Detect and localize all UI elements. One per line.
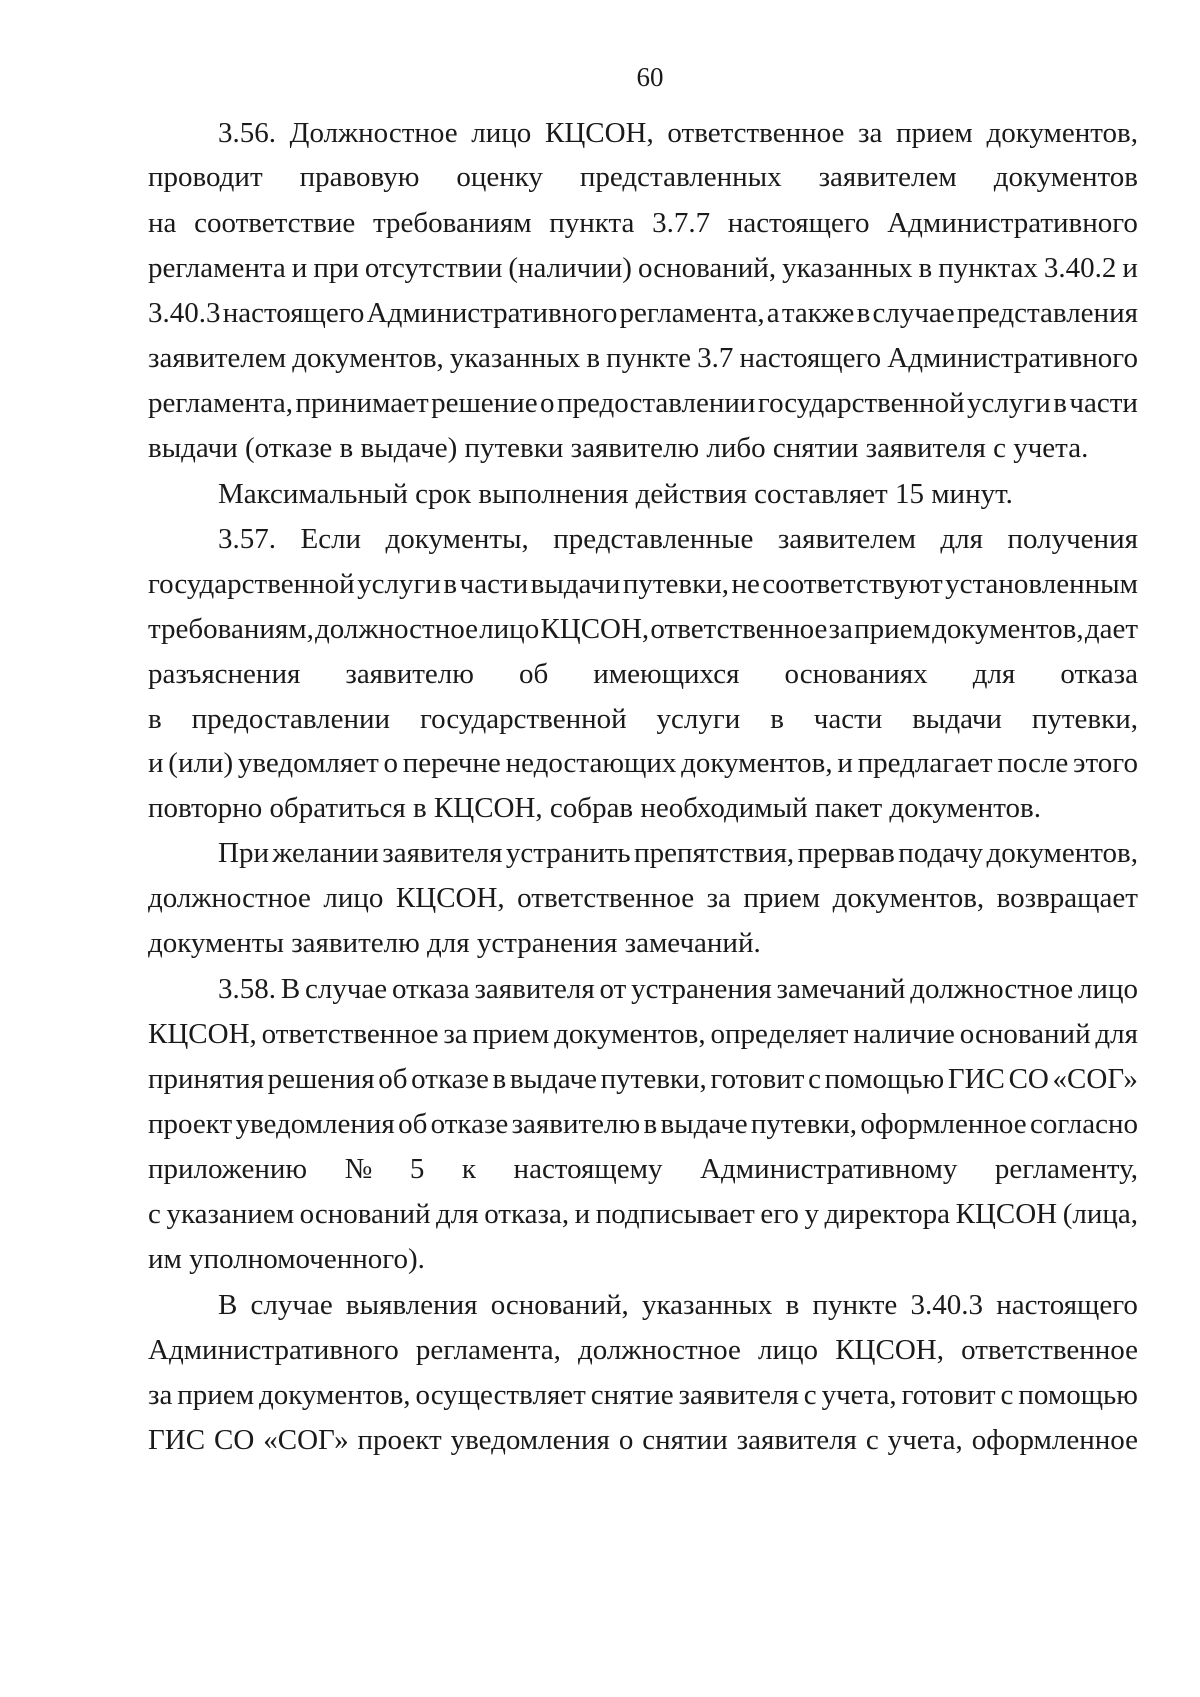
text-line: принятия решения об отказе в выдаче путевки, готовит с помощью ГИС СО «СОГ»: [148, 1063, 1138, 1095]
text-line: государственной услуги в части выдачи путевки, не соответствуют установленным: [148, 568, 1138, 600]
text-line: проект уведомления об отказе заявителю в выдаче путевки, оформленное согласно: [148, 1108, 1138, 1140]
text-line: документы заявителю для устранения замечаний.: [148, 927, 761, 959]
text-line: ГИС СО «СОГ» проект уведомления о снятии заявителя с учета, оформленное: [148, 1424, 1138, 1456]
text-line: регламента, принимает решение о предоставлении государственной услуги в части: [148, 387, 1138, 419]
text-line: проводит правовую оценку представленных заявителем документов: [148, 161, 1138, 193]
page-number: 60: [636, 62, 664, 92]
text-line: повторно обратиться в КЦСОН, собрав необходимый пакет документов.: [148, 792, 1041, 824]
text-line: должностное лицо КЦСОН, ответственное за прием документов, возвращает: [148, 882, 1138, 914]
text-line: приложению № 5 к настоящему Административному регламенту,: [148, 1153, 1138, 1185]
text-line: и (или) уведомляет о перечне недостающих документов, и предлагает после этого: [148, 747, 1138, 779]
text-line: регламента и при отсутствии (наличии) оснований, указанных в пунктах 3.40.2 и: [148, 252, 1138, 284]
text-line: 3.40.3 настоящего Административного регламента, а также в случае представления: [148, 297, 1138, 329]
text-line: в предоставлении государственной услуги в части выдачи путевки,: [148, 703, 1138, 735]
text-line: В случае выявления оснований, указанных в пункте 3.40.3 настоящего: [218, 1289, 1138, 1321]
text-line: 3.56. Должностное лицо КЦСОН, ответственное за прием документов,: [218, 117, 1138, 149]
text-line: КЦСОН, ответственное за прием документов, определяет наличие оснований для: [148, 1018, 1138, 1050]
text-line: разъяснения заявителю об имеющихся основаниях для отказа: [148, 658, 1138, 690]
text-line: 3.58. В случае отказа заявителя от устранения замечаний должностное лицо: [218, 973, 1138, 1005]
text-line: требованиям, должностное лицо КЦСОН, ответственное за прием документов, дает: [148, 613, 1138, 645]
text-line: Административного регламента, должностное лицо КЦСОН, ответственное: [148, 1334, 1138, 1366]
text-line: им уполномоченного).: [148, 1243, 425, 1275]
text-line: Максимальный срок выполнения действия составляет 15 минут.: [218, 478, 1013, 510]
text-line: на соответствие требованиям пункта 3.7.7 настоящего Административного: [148, 207, 1138, 239]
text-line: выдачи (отказе в выдаче) путевки заявителю либо снятии заявителя с учета.: [148, 432, 1089, 464]
text-line: за прием документов, осуществляет снятие заявителя с учета, готовит с помощью: [148, 1379, 1138, 1411]
text-line: с указанием оснований для отказа, и подписывает его у директора КЦСОН (лица,: [148, 1198, 1138, 1230]
text-line: заявителем документов, указанных в пункте 3.7 настоящего Административного: [148, 342, 1138, 374]
text-line: При желании заявителя устранить препятствия, прервав подачу документов,: [218, 837, 1138, 869]
text-line: 3.57. Если документы, представленные заявителем для получения: [218, 523, 1138, 555]
